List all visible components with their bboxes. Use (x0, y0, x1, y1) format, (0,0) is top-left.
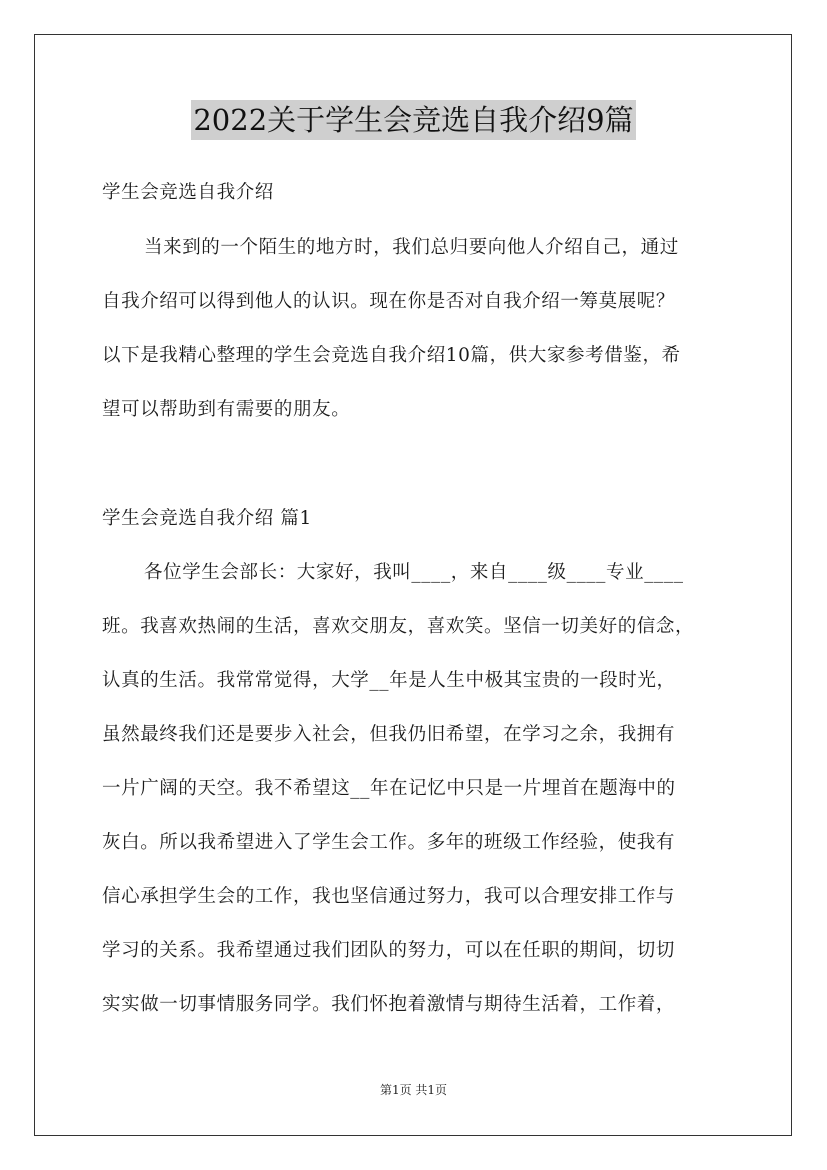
article-line-8: 学习的关系。我希望通过我们团队的努力，可以在任职的期间，切切 (102, 940, 676, 961)
article-line-7: 信心承担学生会的工作，我也坚信通过努力，我可以合理安排工作与 (102, 886, 676, 907)
article-line-2: 班。我喜欢热闹的生活，喜欢交朋友，喜欢笑。坚信一切美好的信念， (102, 616, 695, 637)
article-line-9: 实实做一切事情服务同学。我们怀抱着激情与期待生活着，工作着， (102, 994, 676, 1015)
page-footer: 第1页 共1页 (379, 1083, 448, 1097)
article-line-5: 一片广阔的天空。我不希望这__年在记忆中只是一片埋首在题海中的 (102, 778, 676, 799)
article-line-1: 各位学生会部长：大家好，我叫____，来自____级____专业____ (144, 562, 684, 583)
intro-line-3: 以下是我精心整理的学生会竞选自我介绍10篇，供大家参考借鉴，希 (102, 345, 681, 366)
intro-line-2: 自我介绍可以得到他人的认识。现在你是否对自我介绍一筹莫展呢？ (102, 291, 676, 312)
title-container (0, 100, 827, 140)
article-line-4: 虽然最终我们还是要步入社会，但我仍旧希望，在学习之余，我拥有 (102, 724, 676, 745)
document-title: 2022关于学生会竞选自我介绍9篇 (191, 100, 635, 140)
article-line-6: 灰白。所以我希望进入了学生会工作。多年的班级工作经验，使我有 (102, 832, 676, 853)
article-line-3: 认真的生活。我常常觉得，大学__年是人生中极其宝贵的一段时光， (102, 670, 676, 691)
intro-line-4: 望可以帮助到有需要的朋友。 (102, 399, 351, 420)
intro-line-1: 当来到的一个陌生的地方时，我们总归要向他人介绍自己，通过 (144, 237, 679, 258)
section-heading: 学生会竞选自我介绍 (102, 182, 274, 203)
article-heading: 学生会竞选自我介绍 篇1 (102, 508, 312, 529)
